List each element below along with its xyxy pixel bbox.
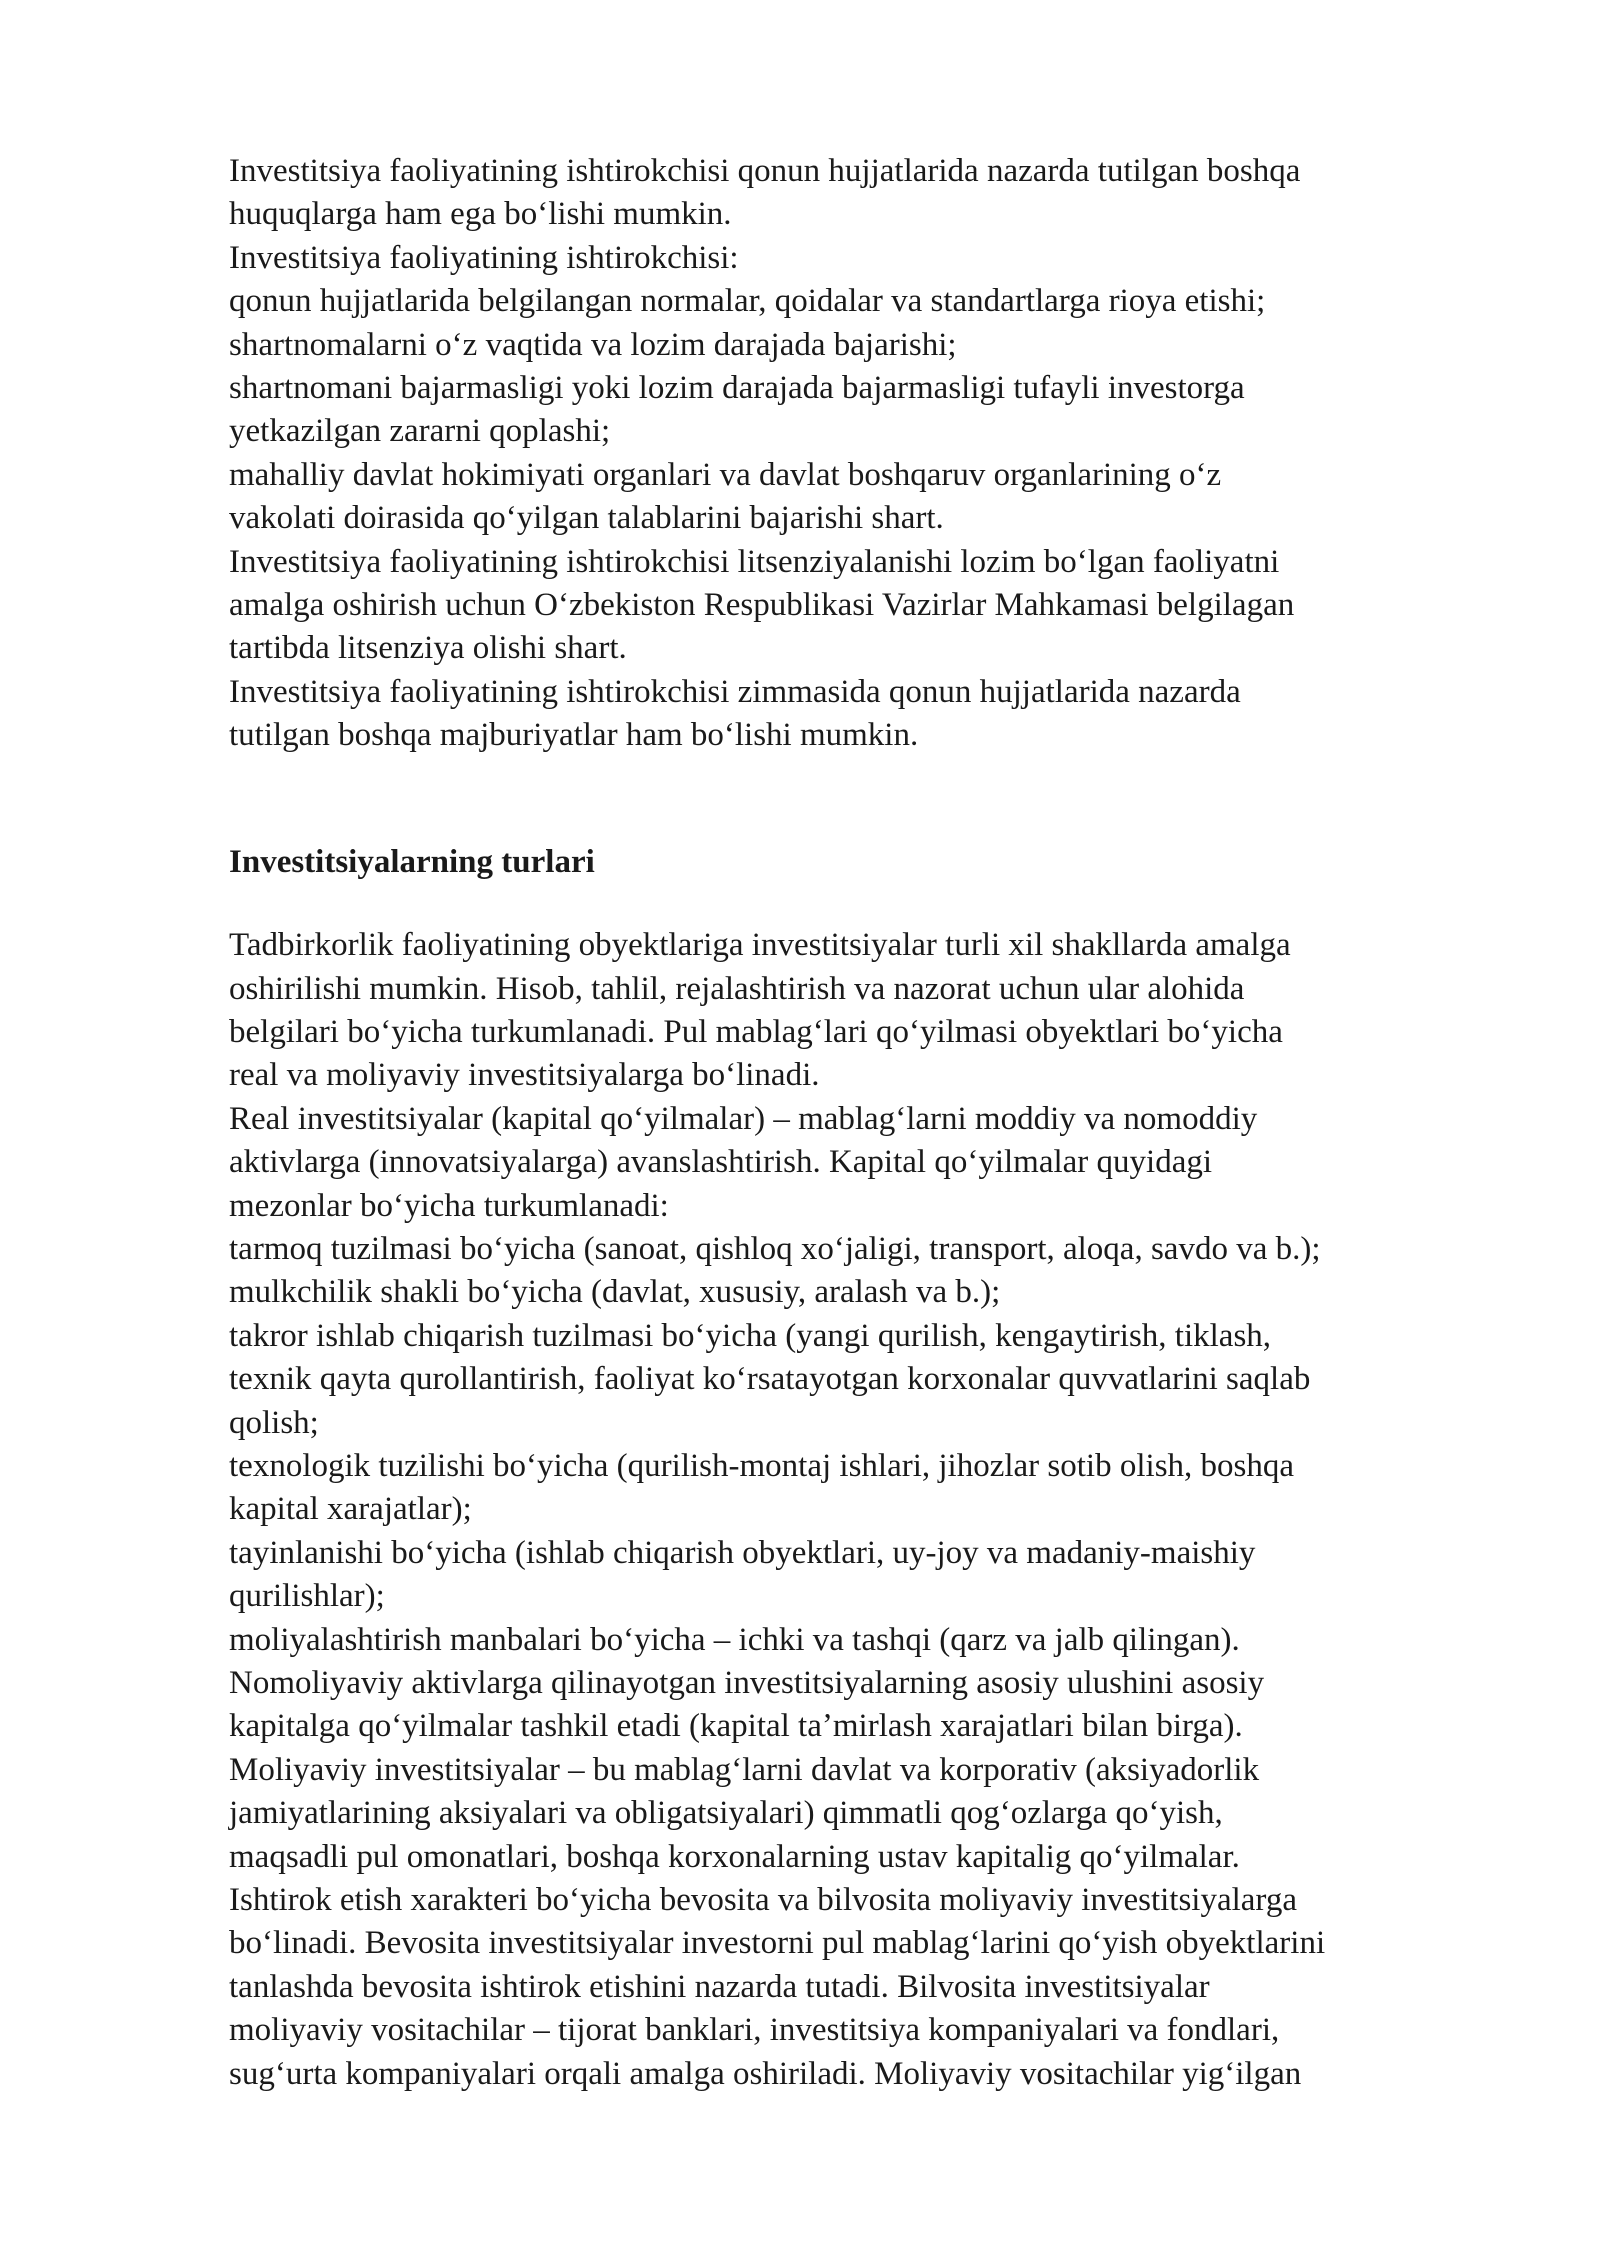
text-line: shartnomalarni oʻz vaqtida va lozim darajada bajarishi; (229, 326, 957, 363)
text-line: qurilishlar); (229, 1578, 385, 1615)
text-line: sugʻurta kompaniyalari orqali amalga oshiriladi. Moliyaviy vositachilar yigʻilgan (229, 2055, 1302, 2092)
text-line: tayinlanishi boʻyicha (ishlab chiqarish obyektlari, uy-joy va madaniy-maishiy (229, 1534, 1256, 1571)
text-line: shartnomani bajarmasligi yoki lozim darajada bajarmasligi tufayli investorga (229, 370, 1245, 407)
text-line: moliyalashtirish manbalari boʻyicha – ichki va tashqi (qarz va jalb qilingan). (229, 1621, 1240, 1658)
text-line: yetkazilgan zararni qoplashi; (229, 413, 611, 450)
section-participant-obligations (229, 150, 1529, 758)
text-line: tanlashda bevosita ishtirok etishini nazarda tutadi. Bilvosita investitsiyalar (229, 1968, 1210, 2005)
text-line: tutilgan boshqa majburiyatlar ham boʻlishi mumkin. (229, 717, 919, 754)
text-line: tartibda litsenziya olishi shart. (229, 630, 627, 667)
text-line: maqsadli pul omonatlari, boshqa korxonalarning ustav kapitalig qoʻyilmalar. (229, 1838, 1240, 1875)
text-line: Investitsiya faoliyatining ishtirokchisi: (229, 239, 739, 276)
text-line: boʻlinadi. Bevosita investitsiyalar investorni pul mablagʻlarini qoʻyish obyektlarini (229, 1925, 1326, 1962)
text-line: vakolati doirasida qoʻyilgan talablarini bajarishi shart. (229, 500, 944, 537)
text-line: qonun hujjatlarida belgilangan normalar, qoidalar va standartlarga rioya etishi; (229, 283, 1266, 320)
text-line: moliyaviy vositachilar – tijorat banklari, investitsiya kompaniyalari va fondlari, (229, 2012, 1280, 2049)
section-heading: Investitsiyalarning turlari (229, 843, 595, 880)
text-line: kapitalga qoʻyilmalar tashkil etadi (kapital taʼmirlash xarajatlari bilan birga). (229, 1708, 1243, 1745)
text-line: Tadbirkorlik faoliyatining obyektlariga investitsiyalar turli xil shakllarda amalga (229, 927, 1291, 964)
text-line: Nomoliyaviy aktivlarga qilinayotgan investitsiyalarning asosiy ulushini asosiy (229, 1665, 1265, 1701)
document-page (229, 150, 1529, 2096)
text-line: Ishtirok etish xarakteri boʻyicha bevosita va bilvosita moliyaviy investitsiyalarga (229, 1882, 1297, 1919)
text-line: aktivlarga (innovatsiyalarga) avanslashtirish. Kapital qoʻyilmalar quyidagi (229, 1144, 1213, 1181)
text-line: Real investitsiyalar (kapital qoʻyilmalar) – mablagʻlarni moddiy va nomoddiy (229, 1100, 1258, 1137)
text-line: real va moliyaviy investitsiyalarga boʻlinadi. (229, 1057, 820, 1094)
section-investment-types (229, 924, 1529, 2096)
text-line: Investitsiya faoliyatining ishtirokchisi zimmasida qonun hujjatlarida nazarda (229, 673, 1241, 710)
text-line: qolish; (229, 1404, 319, 1441)
text-line: amalga oshirish uchun Oʻzbekiston Respublikasi Vazirlar Mahkamasi belgilagan (229, 587, 1295, 624)
text-line: oshirilishi mumkin. Hisob, tahlil, rejalashtirish va nazorat uchun ular alohida (229, 970, 1245, 1007)
text-line: Investitsiya faoliyatining ishtirokchisi qonun hujjatlarida nazarda tutilgan boshqa (229, 153, 1301, 189)
spacer (229, 758, 1529, 841)
text-line: mulkchilik shakli boʻyicha (davlat, xususiy, aralash va b.); (229, 1274, 1001, 1311)
text-line: kapital xarajatlar); (229, 1491, 472, 1528)
text-line: texnologik tuzilishi boʻyicha (qurilish-montaj ishlari, jihozlar sotib olish, boshqa (229, 1447, 1295, 1484)
text-line: Investitsiya faoliyatining ishtirokchisi litsenziyalanishi lozim boʻlgan faoliyatni (229, 543, 1280, 580)
text-line: tarmoq tuzilmasi boʻyicha (sanoat, qishloq xoʻjaligi, transport, aloqa, savdo va b.); (229, 1230, 1321, 1267)
text-line: mezonlar boʻyicha turkumlanadi: (229, 1187, 669, 1224)
text-line: texnik qayta qurollantirish, faoliyat koʻrsatayotgan korxonalar quvvatlarini saqlab (229, 1361, 1311, 1398)
text-line: jamiyatlarining aksiyalari va obligatsiyalari) qimmatli qogʻozlarga qoʻyish, (229, 1795, 1223, 1832)
spacer (229, 884, 1529, 924)
text-line: mahalliy davlat hokimiyati organlari va davlat boshqaruv organlarining oʻz (229, 456, 1222, 493)
text-line: huquqlarga ham ega boʻlishi mumkin. (229, 196, 732, 233)
text-line: takror ishlab chiqarish tuzilmasi boʻyicha (yangi qurilish, kengaytirish, tiklash, (229, 1317, 1272, 1354)
text-line: belgilari boʻyicha turkumlanadi. Pul mablagʻlari qoʻyilmasi obyektlari boʻyicha (229, 1013, 1283, 1050)
text-line: Moliyaviy investitsiyalar – bu mablagʻlarni davlat va korporativ (aksiyadorlik (229, 1751, 1260, 1788)
